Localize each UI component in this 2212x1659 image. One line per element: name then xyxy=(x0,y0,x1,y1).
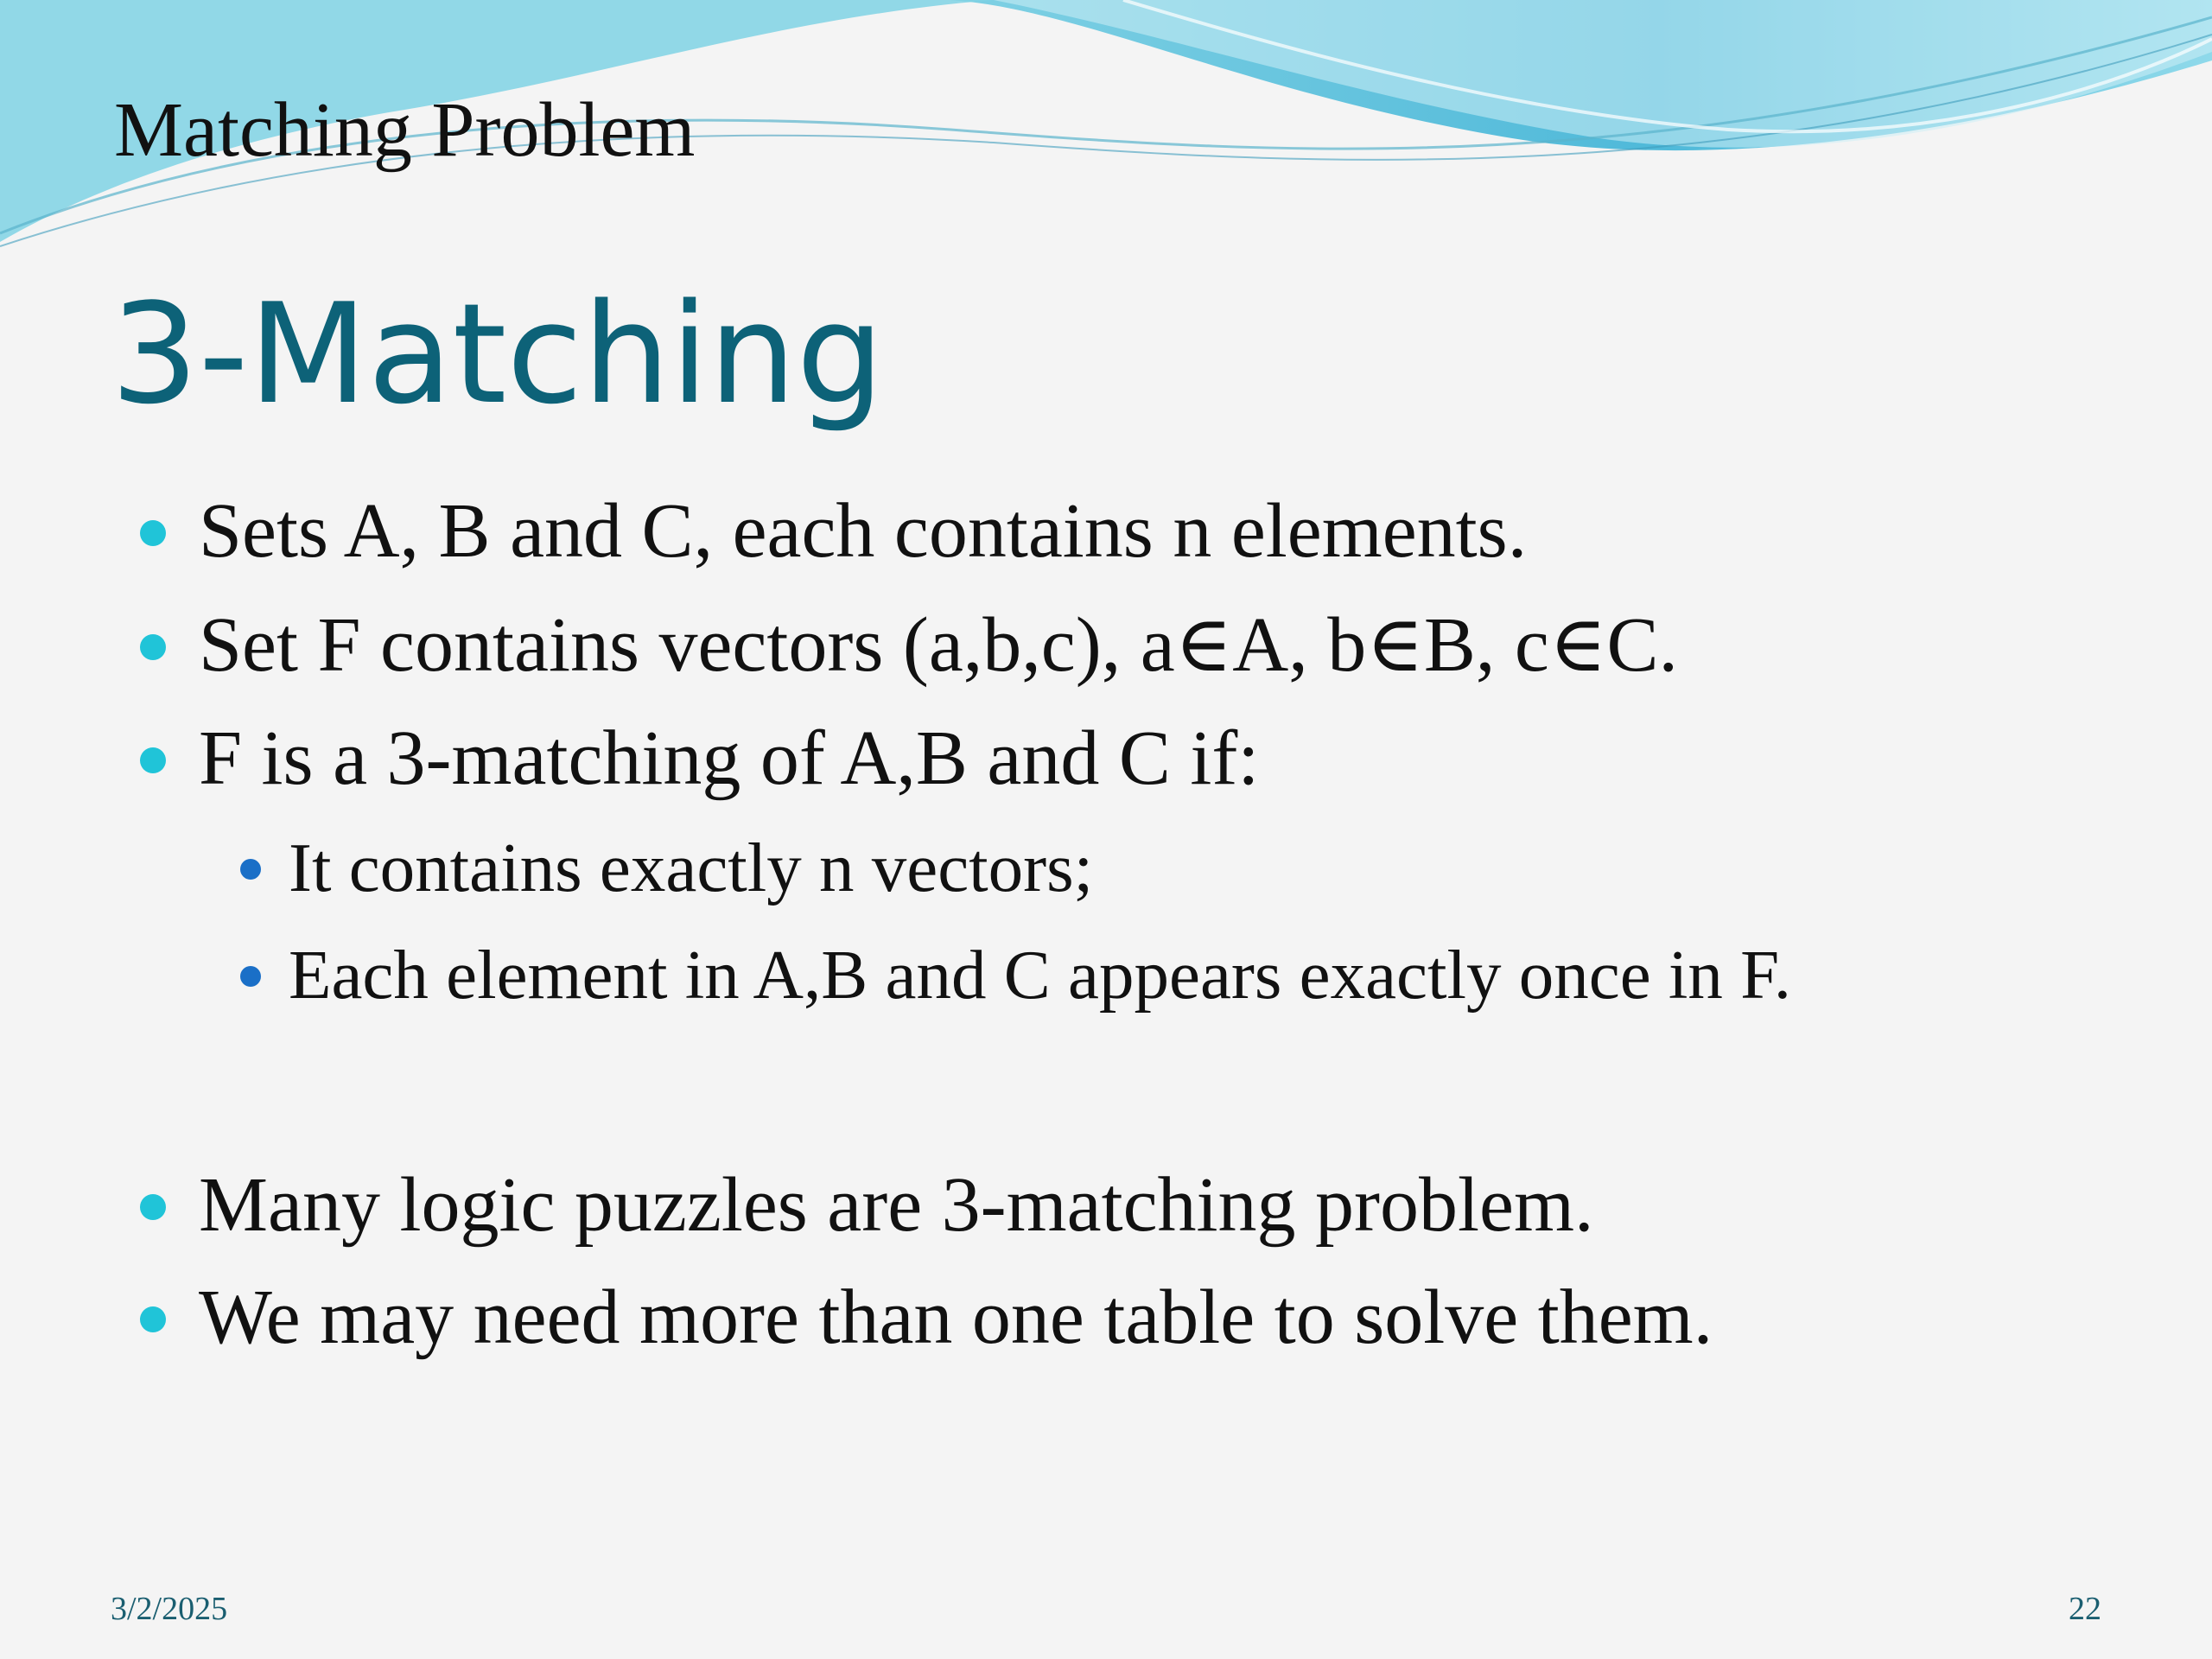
bullet-text: We may need more than one table to solve them. xyxy=(199,1274,1713,1360)
bullet-dot-icon xyxy=(140,747,166,773)
sub-bullet-dot-icon xyxy=(240,859,261,880)
sub-bullet-text: Each element in A,B and C appears exactly once in F. xyxy=(289,936,1791,1014)
bullet-dot-icon xyxy=(140,634,166,660)
bullet-item xyxy=(199,602,1679,688)
footer-date: 3/2/2025 xyxy=(111,1591,228,1627)
bullet-item xyxy=(199,488,1528,574)
sub-bullet-item xyxy=(289,936,1791,1014)
bullet-dot-icon xyxy=(140,1194,166,1220)
bullet-item xyxy=(199,1274,1713,1360)
bullet-dot-icon xyxy=(140,1306,166,1332)
sub-bullet-item xyxy=(289,829,1094,906)
slide-title: 3-Matching xyxy=(111,273,885,435)
bullet-item xyxy=(199,715,1260,801)
bullet-item xyxy=(199,1162,1594,1248)
bullet-text: Many logic puzzles are 3-matching problem. xyxy=(199,1162,1594,1248)
sub-bullet-dot-icon xyxy=(240,966,261,987)
page-number: 22 xyxy=(2069,1591,2101,1627)
header-title: Matching Problem xyxy=(114,87,696,173)
bullet-text: F is a 3-matching of A,B and C if: xyxy=(199,715,1260,801)
bullet-dot-icon xyxy=(140,520,166,546)
bullet-text: Sets A, B and C, each contains n elements. xyxy=(199,488,1528,574)
bullet-text: Set F contains vectors (a,b,c), a∈A, b∈B, c∈C. xyxy=(199,602,1679,688)
sub-bullet-text: It contains exactly n vectors; xyxy=(289,829,1094,906)
